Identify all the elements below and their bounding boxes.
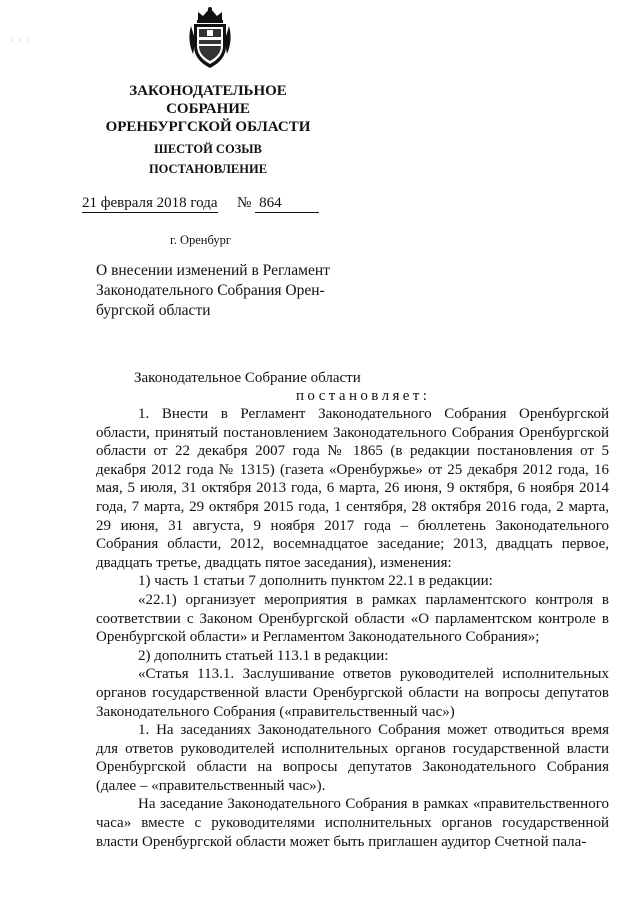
- lead-text: Законодательное Собрание области: [134, 370, 361, 386]
- coat-of-arms-icon: [185, 6, 235, 70]
- title-line: Законодательного Собрания Орен-: [96, 282, 325, 299]
- document-number: 864: [255, 195, 319, 213]
- number-sign: №: [237, 195, 252, 211]
- document-date: 21 февраля 2018 года: [82, 195, 218, 211]
- city: г. Оренбург: [170, 233, 231, 247]
- scan-marks: · · ·: [10, 36, 32, 45]
- date-number-row: [82, 195, 319, 213]
- paragraph: 2) дополнить статьей 113.1 в редакции:: [138, 647, 389, 664]
- header-line-2: СОБРАНИЕ: [166, 101, 250, 117]
- paragraph: «Статья 113.1. Заслушивание ответов руководителей исполнительных органов государственной власти Оренбургской области на вопросы депутатов Законодательного Собрания («правительственный час»): [96, 666, 609, 720]
- paragraph: 1) часть 1 статьи 7 дополнить пунктом 22.1 в редакции:: [138, 573, 493, 590]
- document-title: [96, 261, 356, 321]
- document-type: ПОСТАНОВЛЕНИЕ: [148, 162, 268, 176]
- decree-word: постановляет:: [296, 388, 431, 404]
- header-line-3: ОРЕНБУРГСКОЙ ОБЛАСТИ: [105, 119, 311, 135]
- paragraph: На заседание Законодательного Собрания в рамках «правительственного часа» вместе с руководителями исполнительных органов государственной власти Оренбургской области может быть приглашен аудитор Счетной пала-: [96, 796, 609, 850]
- paragraph: «22.1) организует мероприятия в рамках парламентского контроля в соответствии с Законом Оренбургской области «О парламентском контроле в Оренбургской области» и Регламентом Законодательного Собрания»;: [96, 591, 609, 646]
- convocation: ШЕСТОЙ СОЗЫВ: [154, 142, 262, 156]
- document-body: [96, 405, 609, 851]
- title-line: О внесении изменений в Регламент: [96, 262, 330, 279]
- header-line-1: ЗАКОНОДАТЕЛЬНОЕ: [129, 83, 287, 99]
- paragraph: 1. На заседаниях Законодательного Собрания может отводиться время для ответов руководителей исполнительных органов государственной власти Оренбургской области на вопросы депутатов Законодательного Собрания (далее – «правительственный час»).: [96, 722, 609, 794]
- paragraph: 1. Внести в Регламент Законодательного Собрания Оренбургской области, принятый постановлением Законодательного Собрания Оренбургской области от 22 декабря 2007 года № 1865 (в редакции постановления от 5 декабря 2012 года № 1315) (газета «Оренбуржье» от 25 декабря 2012 года, 16 мая, 5 июля, 31 октября 2013 года, 6 марта, 26 июня, 9 октября, 6 ноября 2014 года, 7 марта, 29 октября 2015 года, 1 сентября, 28 октября 2016 года, 2 марта, 29 июня, 31 августа, 9 ноября 2017 года – бюллетень Законодательного Собрания области, 2012, восемнадцатое заседание; 2013, двадцать первое, двадцать третье, двадцать пятое заседания), изменения:: [96, 406, 609, 571]
- title-line: бургской области: [96, 302, 211, 319]
